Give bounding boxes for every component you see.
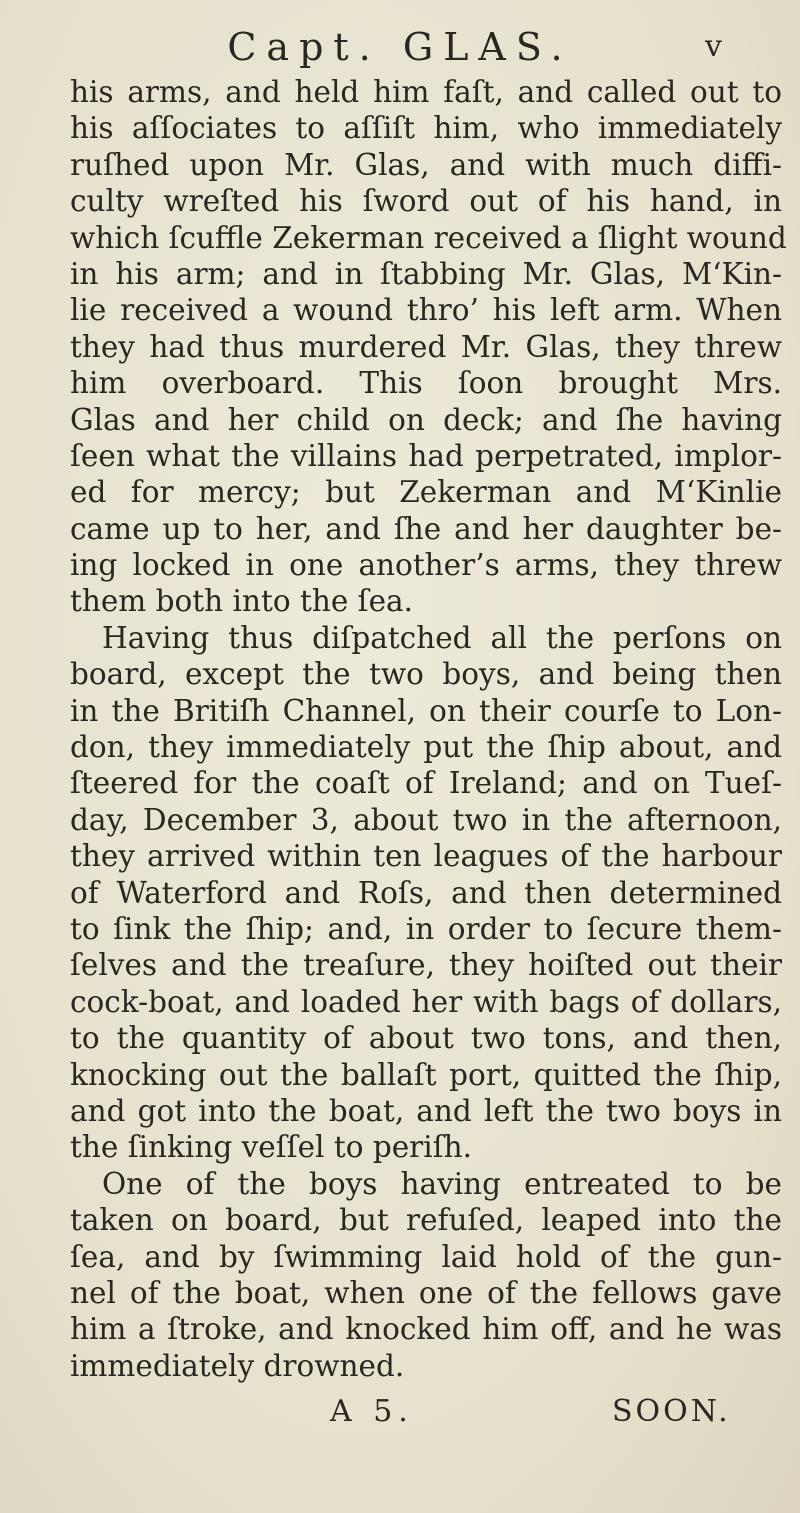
catchword: SOON. bbox=[612, 1394, 731, 1429]
text-line: ſeen what the villains had perpetrated, implor- bbox=[70, 438, 782, 473]
running-head bbox=[0, 22, 800, 72]
text-line: ſteered for the coaſt of Ireland; and on Tueſ- bbox=[70, 766, 782, 801]
text-line: ing locked in one another’s arms, they threw bbox=[70, 548, 782, 583]
text-line: taken on board, but refuſed, leaped into the bbox=[70, 1203, 782, 1238]
text-line: ſea, and by ſwimming laid hold of the gun- bbox=[70, 1239, 782, 1274]
text-line: board, except the two boys, and being then bbox=[70, 657, 782, 692]
page-signature-mark: v bbox=[705, 29, 722, 64]
text-line: and got into the boat, and left the two boys in bbox=[70, 1093, 782, 1128]
text-line: his aſſociates to aſſiſt him, who immediately bbox=[70, 111, 782, 146]
text-line: don, they immediately put the ſhip about, and bbox=[70, 730, 782, 765]
text-line: culty wreſted his ſword out of his hand, in bbox=[70, 184, 782, 219]
text-line: they had thus murdered Mr. Glas, they threw bbox=[70, 329, 782, 364]
text-line: to the quantity of about two tons, and then, bbox=[70, 1021, 782, 1056]
text-line: which ſcuffle Zekerman received a ſlight wound bbox=[70, 220, 787, 255]
text-line: ed for mercy; but Zekerman and M‘Kinlie bbox=[70, 475, 782, 510]
signature-mark: A 5. bbox=[330, 1394, 414, 1429]
text-line: to ſink the ſhip; and, in order to ſecure them- bbox=[70, 911, 782, 946]
text-line: ſelves and the treaſure, they hoiſted out their bbox=[70, 948, 782, 983]
running-title: Capt. GLAS. bbox=[227, 25, 573, 69]
text-line: lie received a wound thro’ his left arm. When bbox=[70, 293, 782, 328]
text-line: Glas and her child on deck; and ſhe having bbox=[70, 402, 782, 437]
text-line: nel of the boat, when one of the fellows gave bbox=[70, 1275, 782, 1310]
text-line: his arms, and held him faſt, and called out to bbox=[70, 75, 782, 109]
text-line: of Waterford and Roſs, and then determined bbox=[70, 875, 782, 910]
text-line: him a ſtroke, and knocked him off, and he was bbox=[70, 1312, 782, 1347]
paragraph-start-line: Having thus diſpatched all the perſons on bbox=[102, 620, 782, 655]
text-line: came up to her, and ſhe and her daughter be- bbox=[70, 511, 782, 546]
text-line: ruſhed upon Mr. Glas, and with much diffi- bbox=[70, 147, 782, 182]
text-line: them both into the ſea. bbox=[70, 584, 413, 619]
text-line: the ſinking veſſel to periſh. bbox=[70, 1130, 473, 1165]
text-line: in the Britiſh Channel, on their courſe to Lon- bbox=[70, 693, 782, 728]
body-text bbox=[70, 74, 787, 1384]
text-line: him overboard. This ſoon brought Mrs. bbox=[70, 366, 782, 401]
text-line: immediately drowned. bbox=[70, 1348, 405, 1383]
paragraph-start-line: One of the boys having entreated to be bbox=[102, 1166, 782, 1201]
text-line: in his arm; and in ſtabbing Mr. Glas, M‘Kin- bbox=[70, 256, 782, 291]
text-line: cock-boat, and loaded her with bags of dollars, bbox=[70, 984, 782, 1019]
catchline bbox=[0, 1392, 800, 1432]
text-line: they arrived within ten leagues of the harbour bbox=[70, 839, 782, 874]
text-line: day, December 3, about two in the afternoon, bbox=[70, 802, 782, 837]
text-line: knocking out the ballaſt port, quitted the ſhip, bbox=[70, 1057, 782, 1092]
